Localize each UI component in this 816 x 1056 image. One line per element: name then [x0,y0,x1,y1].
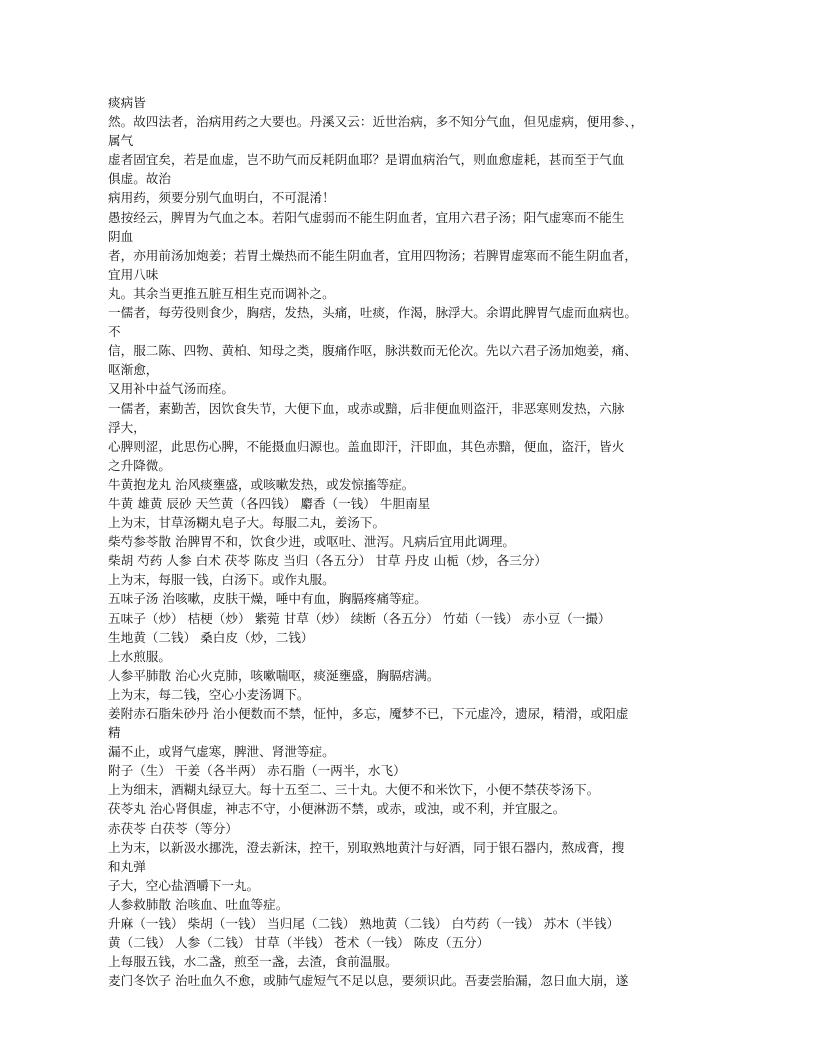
text-line: 阴血 [108,228,134,244]
text-line: 一儒者，每劳役则食少，胸痞，发热，头痛，吐痰，作渴，脉浮大。余谓此脾胃气虚而血病也。 [108,305,637,321]
text-line: 心脾则涩，此思伤心脾，不能摄血归源也。盖血即汗，汗即血，其色赤黯，便血，盗汗，皆火 [108,438,625,454]
text-line: 上为末，每二钱，空心小麦汤调下。 [108,686,310,702]
text-line: 俱虚。故治 [108,171,171,187]
text-line: 子大，空心盐酒嚼下一丸。 [108,877,260,893]
text-line: 漏不止，或肾气虚寒，脾泄、肾泄等症。 [108,744,335,760]
text-line: 麦门冬饮子 治吐血久不愈，或肺气虚短气不足以息，要须识此。吾妻尝胎漏，忽日血大崩，遂 [108,973,629,989]
text-line: 精 [108,725,121,741]
text-line: 生地黄（二钱） 桑白皮（炒，二钱） [108,629,314,645]
text-line: 浮大， [108,419,146,435]
text-line: 姜附赤石脂朱砂丹 治小便数而不禁，怔忡，多忘，魇梦不已，下元虚冷，遗尿，精滑，或阳虚 [108,706,629,721]
text-line: 人参平肺散 治心火克肺，咳嗽喘呕，痰涎壅盛，胸膈痞满。 [108,667,440,683]
text-line: 五味子（炒） 桔梗（炒） 紫菀 甘草（炒） 续断（各五分） 竹茹（一钱） 赤小豆（一撮） [108,610,611,626]
text-line: 上水煎服。 [108,648,171,664]
text-line: 上为末，甘草汤糊丸皂子大。每服二丸，姜汤下。 [108,515,386,531]
text-line: 黄（二钱） 人参（二钱） 甘草（半钱） 苍术（一钱） 陈皮（五分） [108,935,490,951]
text-line: 呕渐愈， [108,362,159,378]
text-line: 牛黄抱龙丸 治风痰壅盛，或咳嗽发热，或发惊搐等症。 [108,476,415,492]
text-line: 又用补中益气汤而痊。 [108,381,234,397]
text-line: 柴胡 芍药 人参 白术 茯苓 陈皮 当归（各五分） 甘草 丹皮 山栀（炒，各三分） [108,553,548,569]
text-line: 愚按经云，脾胃为气血之本。若阳气虚弱而不能生阴血者，宜用六君子汤；阳气虚寒而不能生 [108,209,625,225]
text-line: 和丸弹 [108,858,146,874]
text-line: 虚者固宜矣，若是血虚，岂不助气而反耗阴血耶？是谓血病治气，则血愈虚耗，甚而至于气血 [108,152,625,168]
text-line: 一儒者，素勤苦，因饮食失节，大便下血，或赤或黯，后非便血则盗汗，非恶寒则发热，六脉 [108,400,625,416]
text-line: 上为末，以新汲水挪洗，澄去新沫，控干，别取熟地黄汁与好酒，同于银石器内，熬成膏，搜 [108,839,625,855]
text-line: 五味子汤 治咳嗽，皮肤干燥，唾中有血，胸膈疼痛等症。 [108,591,427,607]
text-line: 信，服二陈、四物、黄柏、知母之类，腹痛作呕，脉洪数而无伦次。先以六君子汤加炮姜，痛、 [108,343,637,359]
text-line: 病用药，须要分别气血明白，不可混淆！ [108,190,335,206]
text-line: 上为细末，酒糊丸绿豆大。每十五至二、三十丸。大便不和米饮下，小便不禁茯苓汤下。 [108,782,600,798]
text-line: 宜用八味 [108,266,159,282]
text-line: 痰病皆 [108,95,146,110]
text-line: 者，亦用前汤加炮姜；若胃土燥热而不能生阴血者，宜用四物汤；若脾胃虚寒而不能生阴血者， [108,247,637,263]
text-line: 属气 [108,133,134,149]
text-line: 上每服五钱，水二盏，煎至一盏，去渣，食前温服。 [108,954,398,970]
text-line: 茯苓丸 治心肾俱虚，神志不守，小便淋沥不禁，或赤，或浊，或不利，并宜服之。 [108,801,566,817]
text-line: 柴芍参苓散 治脾胃不和，饮食少进，或呕吐、泄泻。凡病后宜用此调理。 [108,534,516,550]
text-line: 丸。其余当更推五脏互相生克而调补之。 [108,285,335,301]
text-line: 牛黄 雄黄 辰砂 天竺黄（各四钱） 麝香（一钱） 牛胆南星 [108,495,431,511]
text-line: 不 [108,324,121,340]
text-line: 之升降微。 [108,457,171,473]
text-line: 人参救肺散 治咳血、吐血等症。 [108,896,289,912]
text-line: 然。故四法者，治病用药之大要也。丹溪又云：近世治病，多不知分气血，但见虚病，便用参、， [108,114,644,130]
document-page [108,93,708,990]
text-line: 附子（生） 干姜（各半两） 赤石脂（一两半，水飞） [108,763,406,779]
text-line: 上为末，每服一钱，白汤下。或作丸服。 [108,572,335,588]
text-line: 升麻（一钱） 柴胡（一钱） 当归尾（二钱） 熟地黄（二钱） 白芍药（一钱） 苏木（半钱） [108,916,620,932]
text-line: 赤茯苓 白茯苓（等分） [108,820,238,836]
